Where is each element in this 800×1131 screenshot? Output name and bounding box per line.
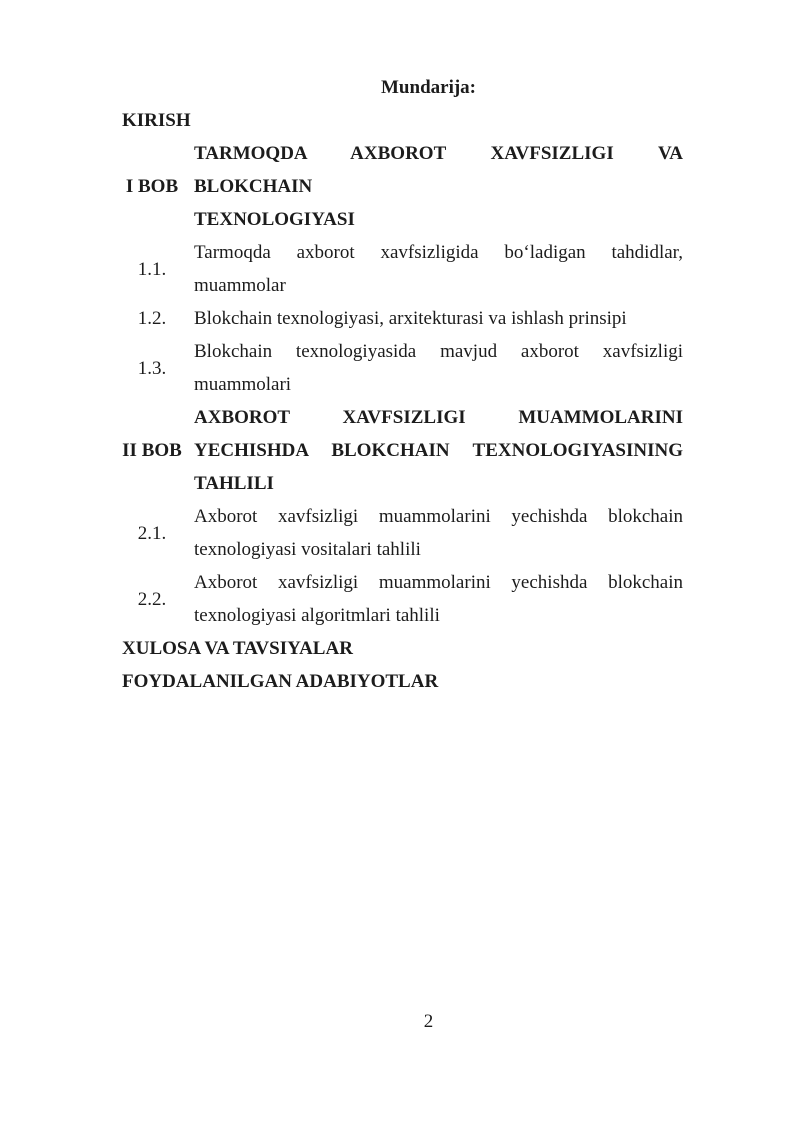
toc-row-label: II BOB	[122, 440, 182, 461]
page-content	[122, 71, 683, 698]
toc-line: TAHLILI	[194, 473, 274, 494]
toc-row	[122, 566, 683, 632]
toc-line: muammolari	[194, 374, 292, 395]
toc-line: Tarmoqda axborot xavfsizligida bo‘ladigan tahdidlar,	[194, 242, 683, 263]
toc-row-label: 1.3.	[137, 357, 167, 379]
page-title: Mundarija:	[381, 77, 476, 98]
page-number: 2	[423, 1011, 434, 1032]
toc-row-content	[194, 302, 683, 335]
toc-row	[122, 137, 683, 236]
toc-line: KIRISH	[122, 110, 191, 131]
toc-row	[122, 665, 683, 698]
toc-line: XULOSA VA TAVSIYALAR	[122, 638, 353, 659]
toc-line: Blokchain texnologiyasi, arxitekturasi va ishlash prinsipi	[194, 308, 627, 329]
toc-row	[122, 401, 683, 500]
toc-line: Axborot xavfsizligi muammolarini yechishda blokchain	[194, 506, 683, 527]
toc-row-content	[122, 632, 683, 665]
toc-list	[122, 104, 683, 698]
toc-row-content	[122, 104, 683, 137]
toc-line: FOYDALANILGAN ADABIYOTLAR	[122, 671, 439, 692]
toc-row	[122, 236, 683, 302]
toc-row-content	[194, 401, 683, 500]
toc-row-content	[194, 236, 683, 302]
toc-row-content	[194, 137, 683, 236]
toc-row-label: 1.1.	[137, 258, 167, 280]
toc-row	[122, 104, 683, 137]
toc-row	[122, 500, 683, 566]
toc-line: texnologiyasi algoritmlari tahlili	[194, 605, 440, 626]
toc-row-content	[194, 500, 683, 566]
toc-line: muammolar	[194, 275, 286, 296]
toc-row-label: 2.2.	[137, 588, 167, 610]
toc-row-content	[194, 335, 683, 401]
toc-line: TEXNOLOGIYASI	[194, 209, 355, 230]
toc-line: TARMOQDA AXBOROT XAVFSIZLIGI VA BLOKCHAIN	[194, 143, 683, 197]
toc-line: texnologiyasi vositalari tahlili	[194, 539, 421, 560]
toc-line: Axborot xavfsizligi muammolarini yechishda blokchain	[194, 572, 683, 593]
toc-row	[122, 632, 683, 665]
toc-row-label: 2.1.	[137, 522, 167, 544]
toc-row-label: 1.2.	[137, 308, 167, 329]
toc-line: AXBOROT XAVFSIZLIGI MUAMMOLARINI	[194, 407, 683, 428]
toc-line: Blokchain texnologiyasida mavjud axborot xavfsizligi	[194, 341, 683, 362]
toc-row-label: I BOB	[125, 176, 179, 197]
toc-row	[122, 302, 683, 335]
toc-row	[122, 335, 683, 401]
toc-row-content	[194, 566, 683, 632]
toc-line: YECHISHDA BLOKCHAIN TEXNOLOGIYASINING	[194, 440, 683, 461]
toc-row-content	[122, 665, 683, 698]
